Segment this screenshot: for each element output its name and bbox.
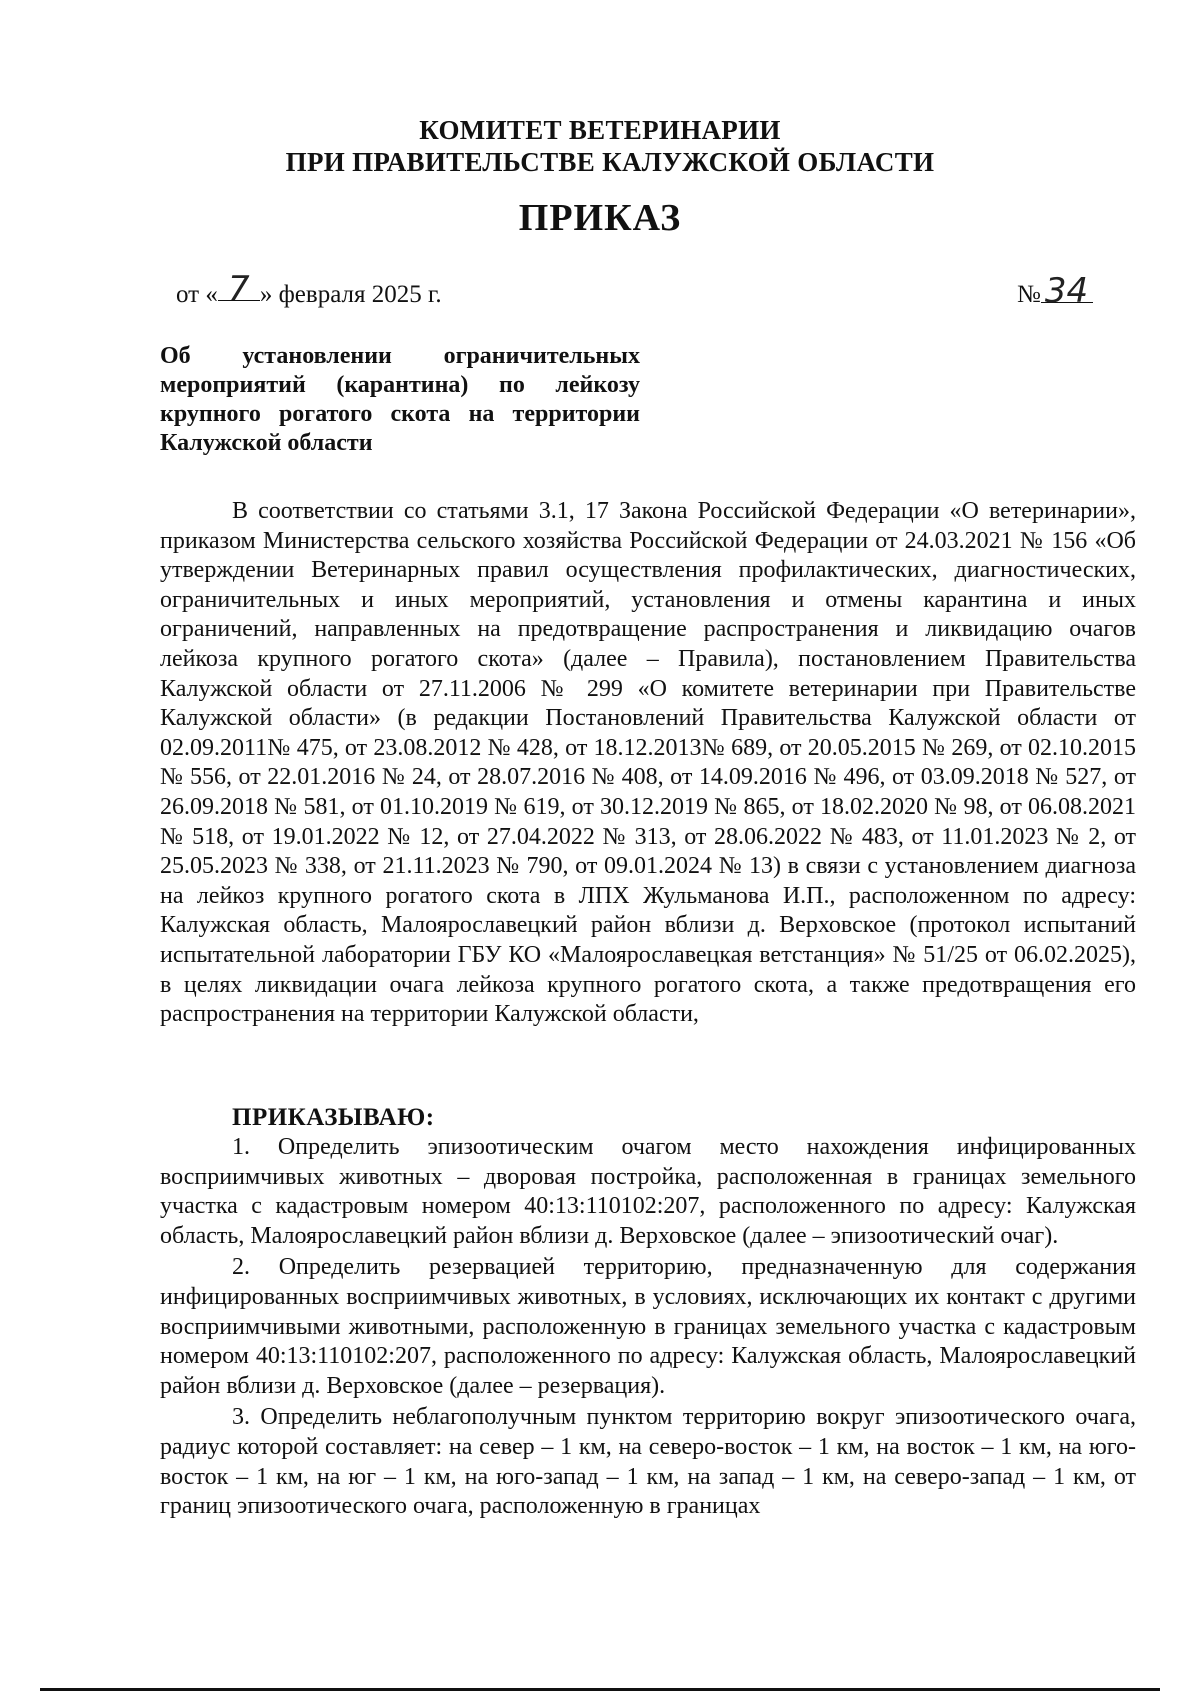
order-item-3: 3. Определить неблагополучным пунктом территорию вокруг эпизоотического очага, радиус которой составляет: на север – 1 км, на северо-восток – 1 км, на восток – 1 км, на юго-восток – 1 км, на юг – 1 км, на юго-запад – 1 км, на запад – 1 км, на северо-запад – 1 км, от границ эпизоотического очага, расположенную в границах bbox=[160, 1404, 1136, 1520]
document-subject bbox=[160, 342, 640, 458]
subject-line-1: Об установлении ограничительных bbox=[160, 343, 640, 369]
order-item-1: 1. Определить эпизоотическим очагом место нахождения инфицированных восприимчивых животных – дворовая постройка, расположенная в границах земельного участка с кадастровым номером 40:13:110102:207, расположенного по адресу: Калужская область, Малоярославецкий район вблизи д. Верховское (далее – эпизоотический очаг). bbox=[160, 1134, 1136, 1249]
order-items bbox=[160, 1133, 1136, 1524]
preamble-paragraph: В соответствии со статьями 3.1, 17 Закона Российской Федерации «О ветеринарии», приказом Министерства сельского хозяйства Российской Федерации от 24.03.2021 № 156 «Об утверждении Ветеринарных правил осуществления профилактических, диагностических, ограничительных и иных мероприятий, установления и отмены карантина и иных ограничений, направленных на предотвращение распространения и ликвидацию очагов лейкоза крупного рогатого скота» (далее – Правила), постановлением Правительства Калужской области от 27.11.2006 № 299 «О комитете ветеринарии при Правительстве Калужской области» (в редакции Постановлений Правительства Калужской области от 02.09.2011№ 475, от 23.08.2012 № 428, от 18.12.2013№ 689, от 20.05.2015 № 269, от 02.10.2015 № 556, от 22.01.2016 № 24, от 28.07.2016 № 408, от 14.09.2016 № 496, от 03.09.2018 № 527, от 26.09.2018 № 581, от 01.10.2019 № 619, от 30.12.2019 № 865, от 18.02.2020 № 98, от 06.08.2021 № 518, от 19.01.2022 № 12, от 27.04.2022 № 313, от 28.06.2022 № 483, от 11.01.2023 № 2, от 25.05.2023 № 338, от 21.11.2023 № 790, от 09.01.2024 № 13) в связи с установлением диагноза на лейкоз крупного рогатого скота в ЛПХ Жульманова И.П., расположенном по адресу: Калужская область, Малоярославецкий район вблизи д. Верховское (протокол испытаний испытательной лаборатории ГБУ КО «Малоярославецкая ветстанция» № 51/25 от 06.02.2025), в целях ликвидации очага лейкоза крупного рогатого скота, а также предотвращения его распространения на территории Калужской области, bbox=[160, 498, 1136, 1028]
subject-line-3: крупного рогатого скота на территории bbox=[160, 401, 640, 427]
number-prefix: № bbox=[1017, 281, 1041, 308]
subject-line-4: Калужской области bbox=[160, 430, 373, 456]
document-number bbox=[1017, 271, 1093, 311]
preamble-block bbox=[160, 497, 1136, 1030]
document-date bbox=[176, 269, 442, 309]
handwritten-document-number: 34 bbox=[1041, 280, 1093, 303]
organization-name-line-1: КОМИТЕТ ВЕТЕРИНАРИИ bbox=[419, 115, 781, 145]
document-type-title: ПРИКАЗ bbox=[518, 197, 682, 239]
date-prefix: от « bbox=[176, 281, 218, 308]
handwritten-date-day: 7 bbox=[218, 278, 260, 301]
order-item-2: 2. Определить резервацией территорию, предназначенную для содержания инфицированных восприимчивых животных, в условиях, исключающих их контакт с другими восприимчивыми животными, расположенную в границах земельного участка с кадастровым номером 40:13:110102:207, расположенного по адресу: Калужская область, Малоярославецкий район вблизи д. Верховское (далее – резервация). bbox=[160, 1254, 1136, 1399]
organization-name-line-2: ПРИ ПРАВИТЕЛЬСТВЕ КАЛУЖСКОЙ ОБЛАСТИ bbox=[285, 147, 935, 177]
subject-line-2: мероприятий (карантина) по лейкозу bbox=[160, 372, 640, 398]
order-word-heading: ПРИКАЗЫВАЮ: bbox=[232, 1104, 435, 1131]
date-suffix: » февраля 2025 г. bbox=[259, 281, 442, 308]
page-bottom-rule bbox=[40, 1688, 1160, 1691]
